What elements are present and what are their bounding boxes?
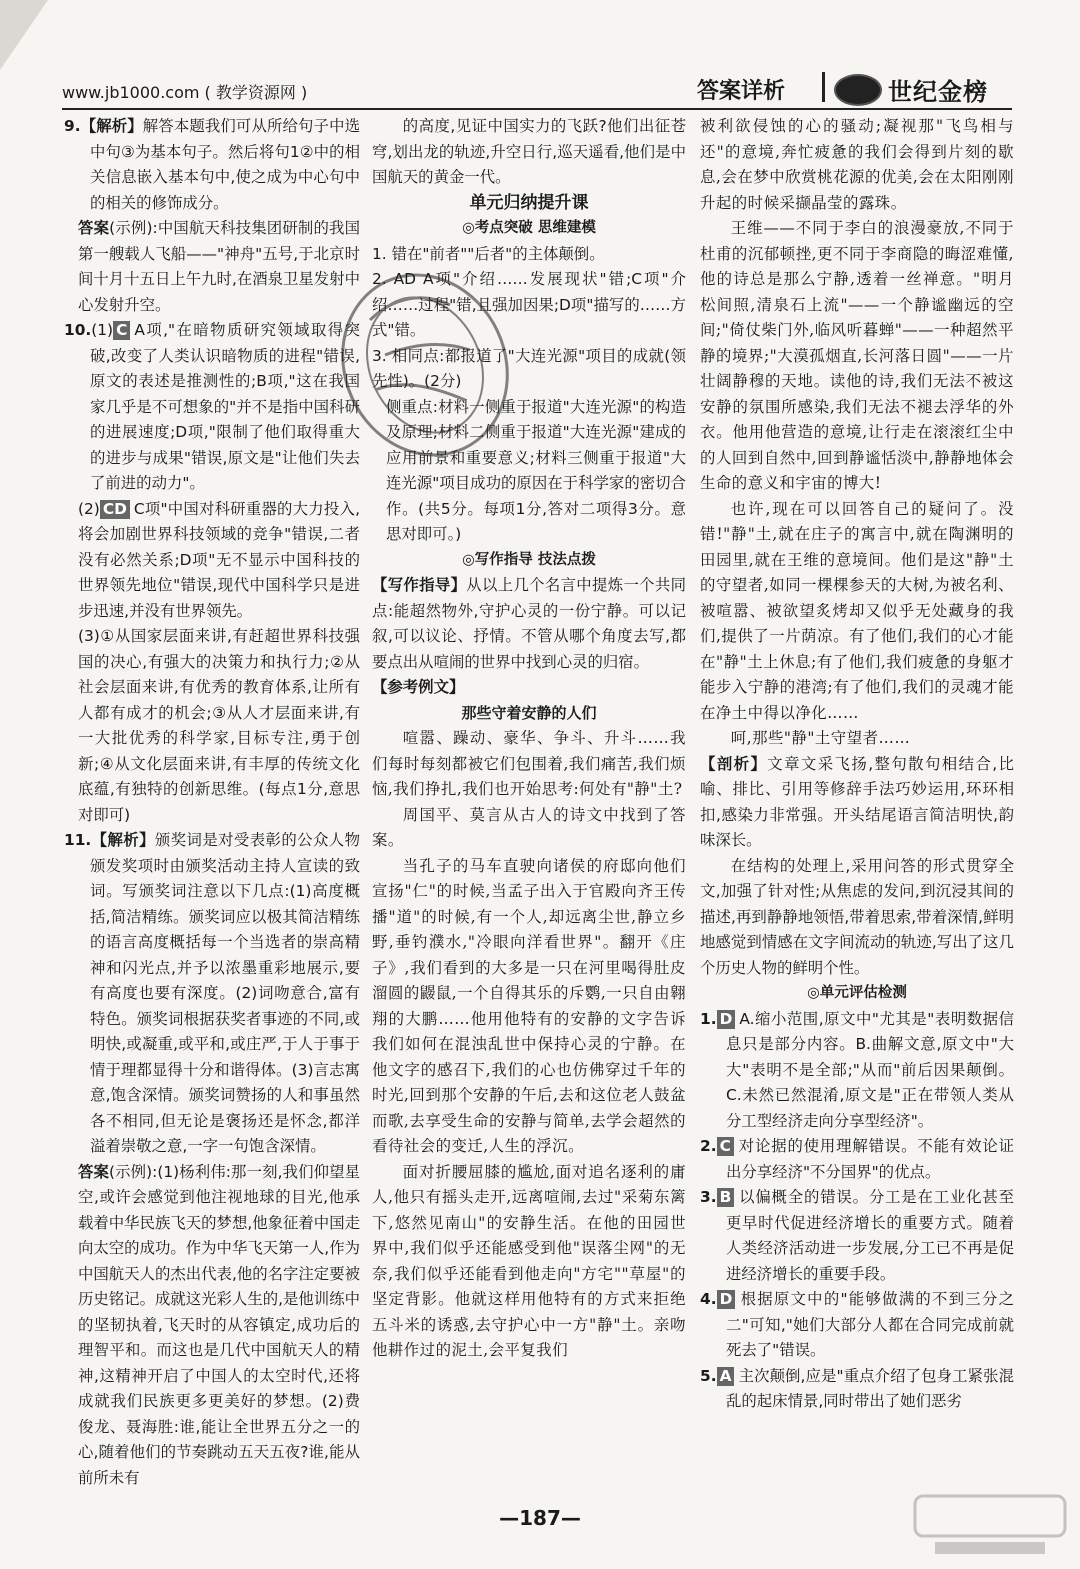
test-4-answer-badge: D: [717, 1290, 736, 1309]
essay-paragraph-7: 呵,那些"静"土守望者……: [730, 729, 911, 747]
q9-number: 9.: [64, 117, 81, 135]
answer-3: 3. 相同点:都报道了"大连光源"项目的成就(领先性)。(2分): [372, 346, 686, 390]
test-5-answer-badge: A: [717, 1367, 735, 1386]
q11-answer: [64, 1160, 360, 1492]
essay-paragraph-3: 当孔子的马车直驶向诸侯的府邸向他们宣扬"仁"的时候,当孟子出入于官殿向齐王传播"道"的时候,有一个人,却远离尘世,静立乡野,垂钓濮水,"冷眼向洋看世界"。翻开《庄子》,我们看到的大多是一只在河里喝得肚皮溜圆的鼹鼠,一个自得其乐的斥鹦,一只自由翱翔的大鹏……他用他特有的安静的文字告诉我们如何在混浊乱世中保持心灵的宁静。在他文字的感召下,我们的心也仿佛穿过千年的时光,回到那个安静的午后,去和这位老人鼓盆而歌,去享受生命的安静与简单,去学会超然的看待社会的变迁,人生的浮沉。: [372, 856, 686, 1155]
analysis-tag: 【剖析】: [700, 754, 768, 773]
q11-answer-text: (示例):(1)杨利伟:那一刻,我们仰望星空,或许会感觉到他注视地球的目光,他承载着中华民族飞天的梦想,他象征着中国走向太空的成功。作为中华飞天第一人,作为中国航天人的杰出代表,他的名字注定要被历史铭记。成就这光彩人生的,是他训练中的坚韧执着,飞天时的从容镇定,成功后的理智平和。而这也是几代中国航天人的精神,这精神开启了中国人的太空时代,还将成就我们民族更多更美好的梦想。(2)费俊龙、聂海胜:谁,能让全世界五分之一的心,随着他们的节奏跳动五天五夜?谁,能从前所未有: [78, 1162, 360, 1487]
logo-emblem-icon: [834, 74, 882, 106]
q10-number: 10.: [64, 321, 92, 339]
essay-paragraph-4-cont: 被利欲侵蚀的心的骚动;凝视那"飞鸟相与还"的意境,奔忙疲惫的我们会得到片刻的歇息,会在梦中欣赏桃花源的优美,会在太阳刚刚升起的时候采撷晶莹的露珠。: [700, 117, 1014, 212]
page-header: [62, 70, 1012, 110]
footer-watermark-logo: [905, 1490, 1075, 1560]
section-heading-assessment: ◎单元评估检测: [807, 985, 907, 1001]
writing-guide-text: 从以上几个名言中提炼一个共同点:能超然物外,守护心灵的一份宁静。可以记叙,可以议论、抒情。不管从哪个角度去写,都要点出从喧闹的世界中找到心灵的归宿。: [372, 576, 686, 671]
page-corner-fold: [0, 0, 48, 70]
q9-answer-text: (示例):中国航天科技集团研制的我国第一艘载人飞船——"神舟"五号,于北京时间十月十五日上午九时,在酒泉卫星发射中心发射升空。: [78, 219, 360, 314]
reference-essay-tag: [372, 675, 686, 701]
q10-1-text: A项,"在暗物质研究领域取得突破,改变了人类认识暗物质的进程"错误,原文的表述是推测性的;B项,"这在我国家几乎是不可想象的"并不是指中国科研的进展速度;D项,"限制了他们取得重大的进步与成果"错误,原文是"让他们失去了前进的动力"。: [90, 321, 360, 492]
column-left: [64, 114, 360, 1491]
q10-1-label: (1): [91, 321, 114, 339]
test-4-text: 根据原文中的"能够做满的不到三分之二"可知,"她们大部分人都在合同完成前就死去了"错误。: [726, 1290, 1014, 1359]
essay-title: 那些守着安静的人们: [461, 703, 597, 722]
q10-2-text: C项"中国对科研重器的大力投入,将会加剧世界科技领域的竞争"错误,二者没有必然关系;D项"无不显示中国科技的世界领先地位"错误,现代中国科学只是进步迅速,并没有世界领先。: [78, 499, 360, 620]
unit-title: 单元归纳提升课: [469, 192, 589, 213]
watermark-stamp: [330, 260, 520, 470]
header-divider: [822, 72, 825, 102]
analysis: [700, 752, 1014, 854]
test-5: [700, 1364, 1014, 1415]
analysis-paragraph-2: 在结构的处理上,采用问答的形式贯穿全文,加强了针对性;从焦虑的发问,到沉浸其间的描述,再到静静地领悟,带着思索,带着深情,鲜明地感觉到情感在文字间流动的轨迹,写出了这几个历史人物的鲜明个性。: [700, 856, 1014, 977]
test-1-answer-badge: D: [717, 1010, 736, 1029]
q11-tag: 【解析】: [91, 831, 155, 849]
test-3: [700, 1185, 1014, 1287]
watermark-logo-icon: [905, 1490, 1075, 1560]
test-5-number: 5.: [700, 1366, 717, 1385]
q10-1: [64, 318, 360, 497]
q10-2: [64, 497, 360, 625]
answer-2: 2. AD A项"介绍……发展现状"错;C项"介绍……过程"错,且强加因果;D项"描写的……方式"错。: [372, 270, 686, 339]
analysis-text: 文章文采飞扬,整句散句相结合,比喻、排比、引用等修辞手法巧妙运用,环环相扣,感染力非常强。开头结尾语言简洁明快,韵味深长。: [700, 754, 1014, 849]
header-title: 答案详析: [697, 79, 786, 104]
test-1-text: A.缩小范围,原文中"尤其是"表明数据信息只是部分内容。B.曲解文意,原文中"大大"表明不是全部;"从而"前后因果颠倒。C.未然已然混淆,原文是"正在带领人类从分工型经济走向分享型经济"。: [726, 1009, 1014, 1130]
brand-logo: [834, 72, 1014, 104]
answer-1: 1. 错在"前者""后者"的主体颠倒。: [372, 244, 605, 263]
header-url[interactable]: www.jb1000.com ( 教学资源网 ): [62, 83, 308, 102]
q9-analysis: [64, 114, 360, 216]
test-2: [700, 1134, 1014, 1185]
section-heading-kaodian: ◎考点突破 思维建模: [462, 220, 596, 236]
test-3-answer-badge: B: [717, 1188, 735, 1207]
reference-tag-label: 【参考例文】: [372, 678, 465, 696]
q10-3: (3)①从国家层面来讲,有赶超世界科技强国的决心,有强大的决策力和执行力;②从社会层面来讲,有优秀的教育体系,让所有人都有成才的机会;③从人才层面来讲,有一大批优秀的科学家,目标专注,勇于创新;④从文化层面来讲,有丰厚的传统文化底蕴,有独特的创新思维。(每点1分,意思对即可): [78, 627, 360, 824]
q9-text: 解答本题我们可从所给句子中选中句③为基本句子。然后将句1②中的相关信息嵌入基本句中,使之成为中心句中的相关的修饰成分。: [90, 117, 360, 212]
test-5-text: 主次颠倒,应是"重点介绍了包身工紧张混乱的起床情景,同时带出了她们恶劣: [726, 1366, 1014, 1410]
test-3-number: 3.: [700, 1188, 717, 1206]
essay-paragraph-1: 喧嚣、躁动、豪华、争斗、升斗……我们每时每刻都被它们包围着,我们痛苦,我们烦恼,我们挣扎,我们也开始思考:何处有"静"土?: [372, 729, 686, 798]
q9-answer-tag: 答案: [78, 219, 110, 237]
q10-2-answer-badge: CD: [100, 500, 130, 519]
q11-number: 11.: [64, 831, 92, 849]
essay-paragraph-6: 也许,现在可以回答自己的疑问了。没错!"静"土,就在庄子的寓言中,就在陶渊明的田园里,就在王维的意境间。他们是这"静"土的守望者,如同一棵棵参天的大树,为被名利、被喧嚣、被欲望炙烤却又似乎无处藏身的我们,提供了一片荫凉。有了他们,我们的心才能在"静"土上休息;有了他们,我们疲惫的身躯才能步入宁静的港湾;有了他们,我们的灵魂才能在净土中得以净化……: [700, 499, 1014, 722]
q9-tag: 【解析】: [80, 117, 143, 135]
test-3-text: 以偏概全的错误。分工是在工业化甚至更早时代促进经济增长的重要方式。随着人类经济活动进一步发展,分工已不再是促进经济增长的重要手段。: [726, 1188, 1014, 1283]
essay-paragraph-4: 面对折腰屈膝的尴尬,面对追名逐利的庸人,他只有摇头走开,远离喧闹,去过"采菊东篱下,悠然见南山"的安静生活。在他的田园世界中,我们似乎还能感受到他"误落尘网"的无奈,我们似乎还能看到他走向"方宅""草屋"的坚定背影。他就这样用他特有的方式来拒绝五斗米的诱惑,去守护心中一方"静"土。亲吻他耕作过的泥土,会平复我们: [372, 1162, 686, 1359]
test-2-answer-badge: C: [717, 1137, 734, 1156]
test-1-number: 1.: [700, 1009, 717, 1028]
writing-guide-tag: 【写作指导】: [372, 576, 467, 594]
q11-text: 颁奖词是对受表彰的公众人物颁发奖项时由颁奖活动主持人宣读的致词。写颁奖词注意以下几点:(1)高度概括,简洁精练。颁奖词应以极其简洁精练的语言高度概括每一个当选者的崇高精神和闪光点,并予以浓墨重彩地展示,要有高度也要有深度。(2)词吻意合,富有特色。颁奖词根据获奖者事迹的不同,或明快,或凝重,或平和,或庄严,于人于事于情于理都显得十分和谐得体。(3)言志寓意,饱含深情。颁奖词赞扬的人和事虽然各不相同,但无论是褒扬还是怀念,都洋溢着崇敬之意,一字一句饱含深情。: [90, 831, 360, 1155]
q11-analysis: [64, 828, 360, 1160]
brand-name: 世纪金榜: [888, 78, 988, 106]
q9-answer: [64, 216, 360, 318]
q10-2-label: (2): [78, 499, 100, 518]
essay-paragraph-5: 王维——不同于李白的浪漫豪放,不同于杜甫的沉郁顿挫,更不同于李商隐的晦涩难懂,他的诗总是那么宁静,透着一丝禅意。"明月松间照,清泉石上流"——一个静谧幽远的空间;"倚仗柴门外,临风听暮蝉"——一种超然平静的境界;"大漠孤烟直,长河落日圆"——一片壮阔静穆的天地。读他的诗,我们无法不被这安静的氛围所感染,我们无法不褪去浮华的外衣。他用他营造的意境,让行走在滚滚红尘中的人回到自然中,回到静谧恬淡中,静静地体会生命的意义和宇宙的博大!: [700, 219, 1014, 492]
test-2-text: 对论据的使用理解错误。不能有效论证出分享经济"不分国界"的优点。: [726, 1137, 1014, 1181]
column-right: [700, 114, 1014, 1415]
test-4: [700, 1287, 1014, 1364]
writing-guide: [372, 573, 686, 675]
section-heading-writing: ◎写作指导 技法点拨: [462, 551, 596, 568]
q11-answer-tag: 答案: [78, 1162, 110, 1181]
page-number: —187—: [499, 1506, 581, 1530]
q10-1-answer-badge: C: [113, 321, 130, 340]
test-2-number: 2.: [700, 1137, 717, 1155]
stamp-ring: [330, 260, 520, 470]
answer-3-detail: 侧重点:材料一侧重于报道"大连光源"的构造及原理;材料二侧重于报道"大连光源"建成的应用前景和重要意义;材料三侧重于报道"大连光源"项目成功的原因在于科学家的密切合作。(共5分。每项1分,答对二项得3分。意思对即可。): [386, 397, 686, 543]
q11-answer-continued: 的高度,见证中国实力的飞跃?他们出征苍穹,划出龙的轨迹,升空日行,巡天遥看,他们是中国航天的黄金一代。: [372, 117, 686, 186]
essay-paragraph-2: 周国平、莫言从古人的诗文中找到了答案。: [372, 805, 686, 849]
test-4-number: 4.: [700, 1290, 717, 1308]
test-1: [700, 1007, 1014, 1135]
